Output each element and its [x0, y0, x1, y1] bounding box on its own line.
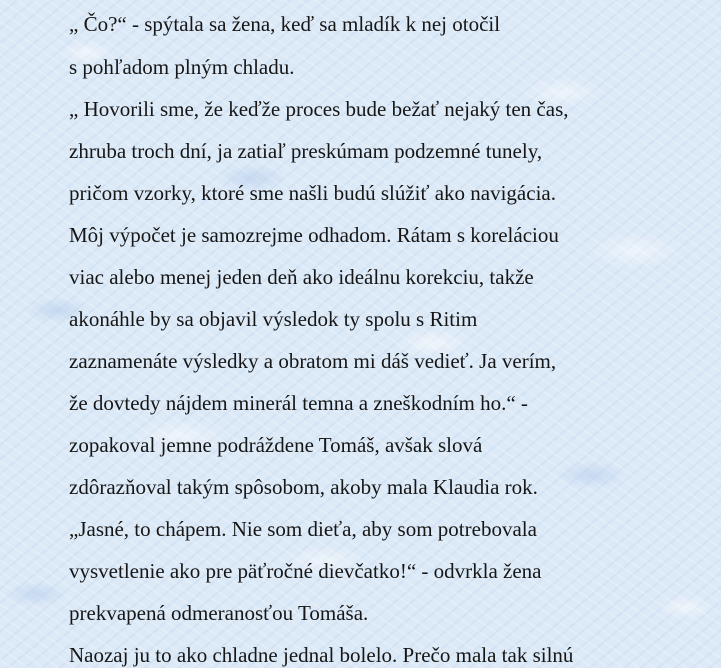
- text-line-13: „Jasné, to chápem. Nie som dieťa, aby som potrebovala: [69, 517, 537, 541]
- text-line-7: viac alebo menej jeden deň ako ideálnu korekciu, takže: [69, 265, 534, 289]
- text-line-10: že dovtedy nájdem minerál temna a zneškodním ho.“ -: [69, 391, 528, 415]
- text-line-3: „ Hovorili sme, že keďže proces bude bežať nejaký ten čas,: [69, 97, 569, 121]
- text-line-1: „ Čo?“ - spýtala sa žena, keď sa mladík k nej otočil: [69, 12, 501, 36]
- text-line-11: zopakoval jemne podráždene Tomáš, avšak slová: [69, 433, 483, 457]
- text-line-14: vysvetlenie ako pre päťročné dievčatko!“ - odvrkla žena: [69, 559, 542, 583]
- text-line-5: pričom vzorky, ktoré sme našli budú slúžiť ako navigácia.: [69, 181, 556, 205]
- text-line-8: akonáhle by sa objavil výsledok ty spolu s Ritim: [69, 307, 478, 331]
- text-line-4: zhruba troch dní, ja zatiaľ preskúmam podzemné tunely,: [69, 139, 543, 163]
- text-line-9: zaznamenáte výsledky a obratom mi dáš vedieť. Ja verím,: [69, 349, 557, 373]
- text-line-2: s pohľadom plným chladu.: [69, 55, 295, 79]
- text-line-16: Naozaj ju to ako chladne jednal bolelo. Prečo mala tak silnú: [69, 643, 574, 667]
- text-line-6: Môj výpočet je samozrejme odhadom. Rátam s koreláciou: [69, 223, 559, 247]
- text-line-15: prekvapená odmeranosťou Tomáša.: [69, 601, 369, 625]
- text-line-12: zdôrazňoval takým spôsobom, akoby mala Klaudia rok.: [69, 475, 538, 499]
